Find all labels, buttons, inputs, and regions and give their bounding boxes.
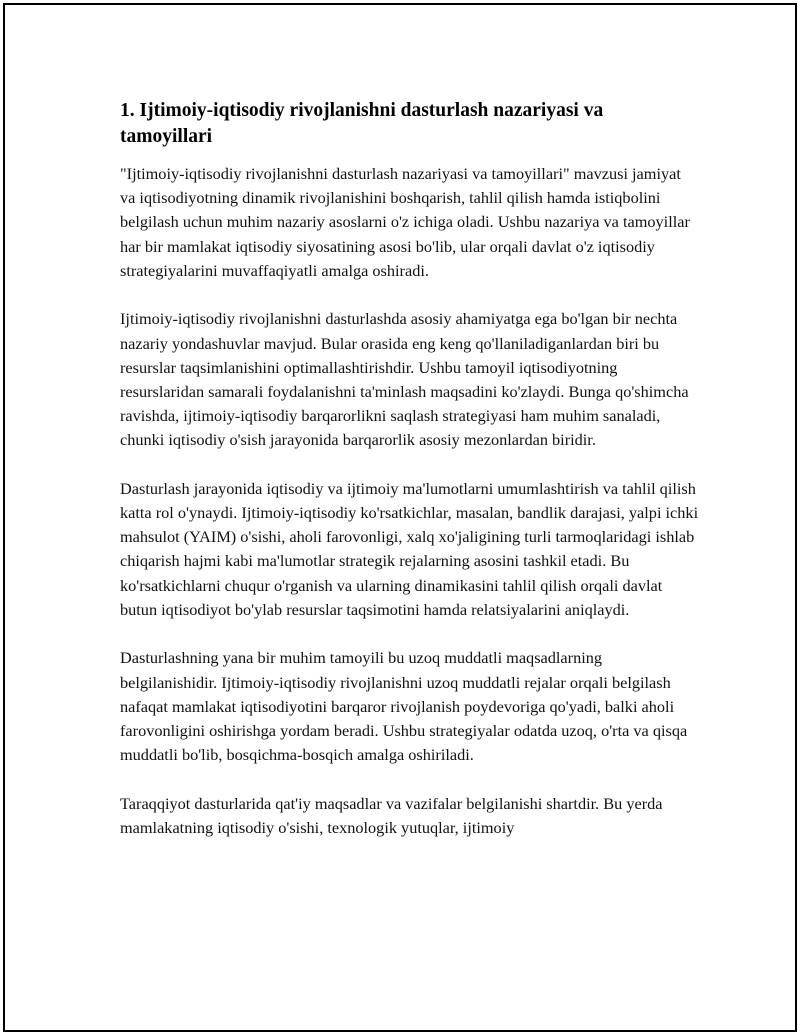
paragraph: "Ijtimoiy-iqtisodiy rivojlanishni dasturlash nazariyasi va tamoyillari" mavzusi jamiyat va iqtisodiyotning dinamik rivojlanishini boshqarish, tahlil qilish hamda istiqbolini belgilash uchun muhim nazariy asoslarni o'z ichiga oladi. Ushbu nazariya va tamoyillar har bir mamlakat iqtisodiy siyosatining asosi bo'lib, ular orqali davlat o'z iqtisodiy strategiyalarini muvaffaqiyatli amalga oshiradi. [120,164,690,280]
paragraph: Ijtimoiy-iqtisodiy rivojlanishni dasturlashda asosiy ahamiyatga ega bo'lgan bir nechta nazariy yondashuvlar mavjud. Bular orasida eng keng qo'llaniladiganlardan biri bu resurslar taqsimlanishini optimallashtirishdir. Ushbu tamoyil iqtisodiyotning resurslaridan samarali foydalanishni ta'minlash maqsadini ko'zlaydi. Bunga qo'shimcha ravishda, ijtimoiy-iqtisodiy barqarorlikni saqlash strategiyasi ham muhim sanaladi, chunki iqtisodiy o'sish jarayonida barqarorlik asosiy mezonlardan biridir. [120,309,689,450]
document-body [120,98,700,864]
paragraph: Dasturlash jarayonida iqtisodiy va ijtimoiy ma'lumotlarni umumlashtirish va tahlil qilish katta rol o'ynaydi. Ijtimoiy-iqtisodiy ko'rsatkichlar, masalan, bandlik darajasi, yalpi ichki mahsulot (YAIM) o'sishi, aholi farovonligi, xalq xo'jaligining turli tarmoqlaridagi ishlab chiqarish hajmi kabi ma'lumotlar strategik rejalarning asosini tashkil etadi. Bu ko'rsatkichlarni chuqur o'rganish va ularning dinamikasini tahlil qilish orqali davlat butun iqtisodiyot bo'ylab resurslar taqsimotini hamda relatsiyalarini aniqlaydi. [120,478,699,619]
paragraph: Dasturlashning yana bir muhim tamoyili bu uzoq muddatli maqsadlarning belgilanishidir. Ijtimoiy-iqtisodiy rivojlanishni uzoq muddatli rejalar orqali belgilash nafaqat mamlakat iqtisodiyotini barqaror rivojlanish poydevoriga qo'yadi, balki aholi farovonligini oshirishga yordam beradi. Ushbu strategiyalar odatda uzoq, o'rta va qisqa muddatli bo'lib, bosqichma-bosqich amalga oshiriladi. [120,648,688,765]
paragraph: Taraqqiyot dasturlarida qat'iy maqsadlar va vazifalar belgilanishi shartdir. Bu yerda mamlakatning iqtisodiy o'sishi, texnologik yutuqlar, ijtimoiy [120,793,663,837]
section-heading: 1. Ijtimoiy-iqtisodiy rivojlanishni dasturlash nazariyasi va tamoyillari [120,100,604,147]
document-page [3,3,797,1032]
